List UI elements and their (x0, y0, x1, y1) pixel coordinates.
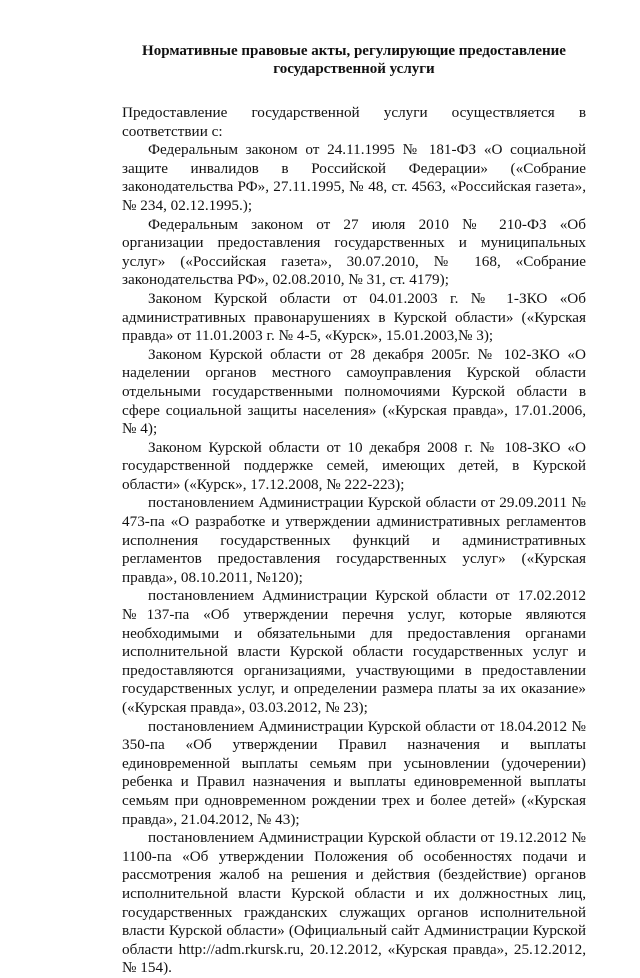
paragraph-law-108-zko: Законом Курской области от 10 декабря 2008 г. № 108-ЗКО «О государственной поддержке семей, имеющих детей, в Курской области» («Курск», 17.12.2008, № 222-223); (122, 438, 586, 493)
paragraph-resolution-1100: постановлением Администрации Курской области от 19.12.2012 № 1100-па «Об утверждении Положения об особенностях подачи и рассмотрения жалоб на решения и действия (бездействие) органов исполнительной власти Курской области и их должностных лиц, государственных гражданских служащих органов исполнительной власти Курской области» (Официальный сайт Администрации Курской области http://adm.rkursk.ru, 20.12.2012, «Курская правда», 25.12.2012, № 154). (122, 829, 586, 977)
paragraph-federal-law-210: Федеральным законом от 27 июля 2010 № 210-ФЗ «Об организации предоставления государственных и муниципальных услуг» («Российская газета», 30.07.2010, № 168, «Собрание законодательства РФ», 02.08.2010, № 31, ст. 4179); (122, 215, 586, 289)
paragraph-law-1-zko: Законом Курской области от 04.01.2003 г. № 1-ЗКО «Об административных правонарушениях в Курской области» («Курская правда» от 11.01.2003 г. № 4-5, «Курск», 15.01.2003,№ 3); (122, 289, 586, 345)
intro-paragraph: Предоставление государственной услуги осуществляется в соответствии с: (122, 104, 586, 140)
title-line-2: государственной услуги (273, 61, 435, 77)
paragraph-resolution-350: постановлением Администрации Курской области от 18.04.2012 № 350-па «Об утверждении Правил назначения и выплаты единовременной выплаты семьям при усыновлении (удочерении) ребенка и Правил назначения и выплаты единовременной выплаты семьям при одновременном рождении трех и более детей» («Курская правда», 21.04.2012, № 43); (122, 717, 586, 828)
paragraph-resolution-473: постановлением Администрации Курской области от 29.09.2011 № 473-па «О разработке и утверждении административных регламентов исполнения государственных функций и административных регламентов предоставления государственных услуг» («Курская правда», 08.10.2011, №120); (122, 494, 586, 586)
paragraph-federal-law-181: Федеральным законом от 24.11.1995 № 181-ФЗ «О социальной защите инвалидов в Российской Федерации» («Собрание законодательства РФ», 27.11.1995, № 48, ст. 4563, «Российская газета», № 234, 02.12.1995.); (122, 141, 586, 214)
paragraph-resolution-137: постановлением Администрации Курской области от 17.02.2012 №137-па «Об утверждении перечня услуг, которые являются необходимыми и обязательными для предоставления органами исполнительной власти Курской области государственных услуг и предоставляются организациями, участвующими в предоставлении государственных услуг, и определении размера платы за их оказание» («Курская правда», 03.03.2012, № 23); (122, 587, 586, 716)
document-title (122, 42, 586, 78)
paragraph-law-102-zko: Законом Курской области от 28 декабря 2005г. № 102-ЗКО «О наделении органов местного самоуправления Курской области отдельными государственными полномочиями Курской области в сфере социальной защиты населения» («Курская правда», 17.01.2006, № 4); (122, 345, 586, 438)
document-body (122, 104, 586, 978)
document-page (122, 42, 586, 978)
title-line-1: Нормативные правовые акты, регулирующие предоставление (142, 43, 566, 59)
